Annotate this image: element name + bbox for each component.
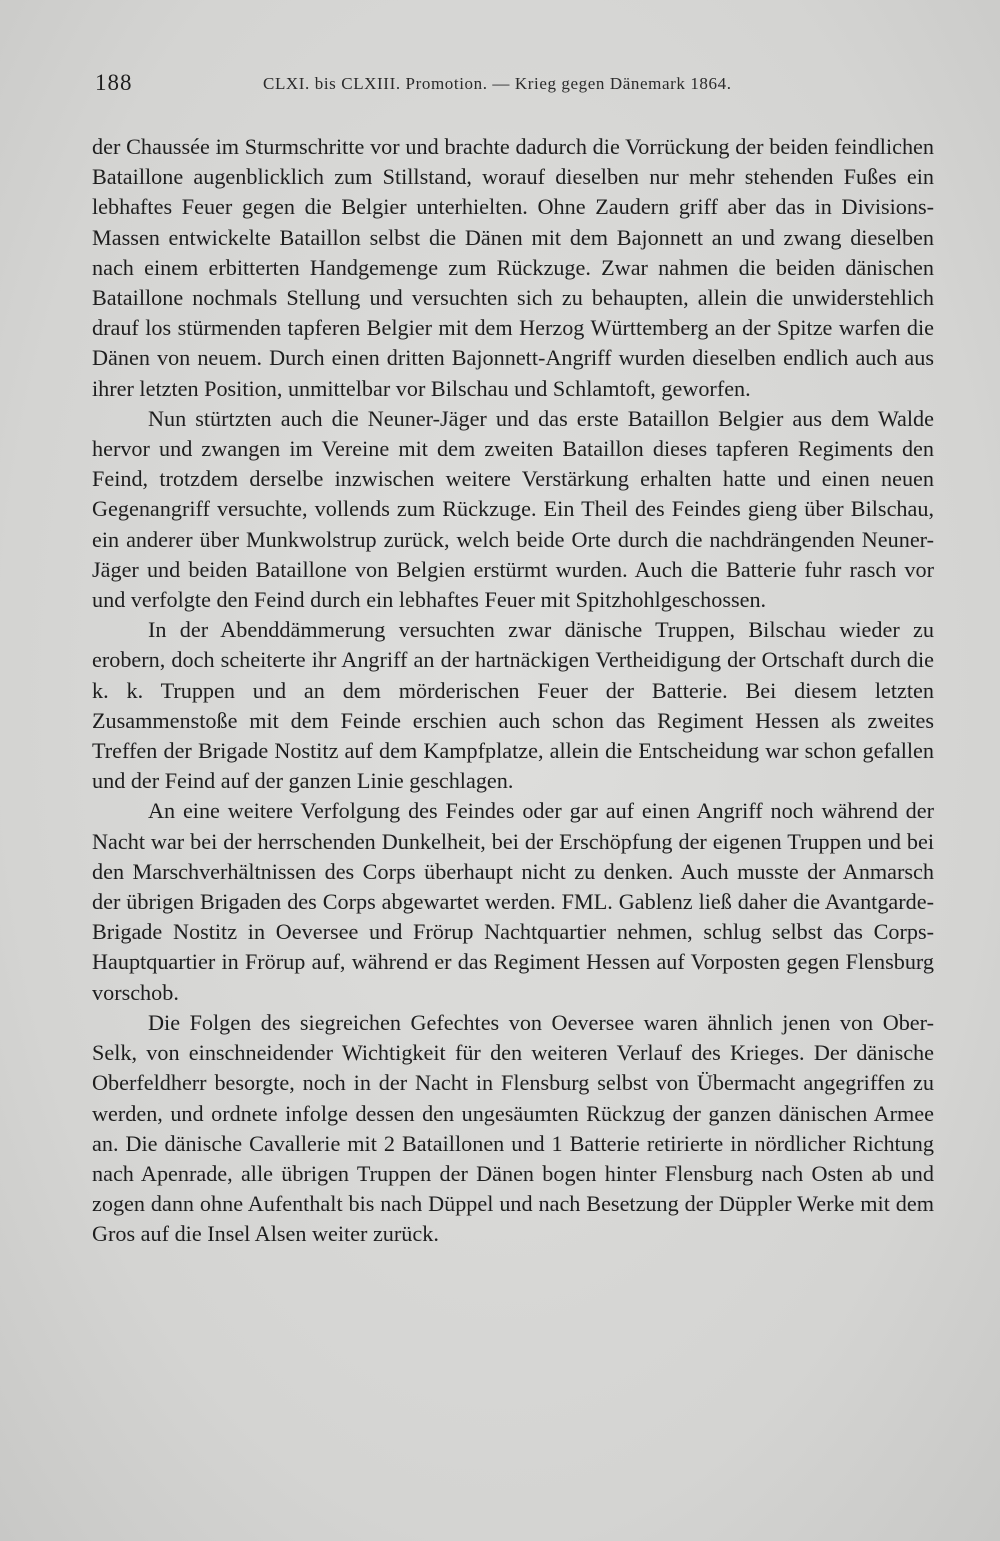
page-number: 188 xyxy=(95,70,133,95)
paragraph-continuation: der Chaussée im Sturmschritte vor und brachte dadurch die Vorrückung der beiden feindlichen Bataillone augenblicklich zum Stillstand, worauf dieselben nur mehr stehenden Fußes ein lebhaftes Feuer gegen die Belgier unterhielten. Ohne Zaudern griff aber das in Divisions-Massen entwickelte Bataillon selbst die Dänen mit dem Bajonnett an und zwang dieselben nach einem erbitterten Handgemenge zum Rückzuge. Zwar nahmen die beiden dänischen Bataillone nochmals Stellung und versuchten sich zu behaupten, allein die unwiderstehlich drauf los stürmenden tapferen Belgier mit dem Herzog Württemberg an der Spitze warfen die Dänen von neuem. Durch einen dritten Bajonnett-Angriff wurden dieselben endlich auch aus ihrer letzten Position, unmittelbar vor Bilschau und Schlamtoft, geworfen. xyxy=(92,134,934,401)
running-head: CLXI. bis CLXIII. Promotion. — Krieg gegen Dänemark 1864. xyxy=(263,74,732,93)
body-text xyxy=(92,132,934,1250)
paragraph-neuner-jaeger: Nun stürtzten auch die Neuner-Jäger und das erste Bataillon Belgier aus dem Walde hervor und zwangen im Vereine mit dem zweiten Bataillon dieses tapferen Regiments den Feind, trotzdem derselbe inzwischen weitere Verstärkung erhalten hatte und einen neuen Gegenangriff versuchte, vollends zum Rückzuge. Ein Theil des Feindes gieng über Bilschau, ein anderer über Munkwolstrup zurück, welch beide Orte durch die nachdrängenden Neuner-Jäger und beiden Bataillone von Belgien erstürmt wurden. Auch die Batterie fuhr rasch vor und verfolgte den Feind durch ein lebhaftes Feuer mit Spitzhohlgeschossen. xyxy=(92,405,934,613)
page-header xyxy=(95,70,935,100)
paragraph-verfolgung: An eine weitere Verfolgung des Feindes oder gar auf einen Angriff noch während der Nacht war bei der herrschenden Dunkelheit, bei der Erschöpfung der eigenen Truppen und bei den Marschverhältnissen des Corps überhaupt nicht zu denken. Auch musste der Anmarsch der übrigen Brigaden des Corps abgewartet werden. FML. Gablenz ließ daher die Avantgarde-Brigade Nostitz in Oeversee und Frörup Nachtquartier nehmen, schlug selbst das Corps-Hauptquartier in Frörup auf, während er das Regiment Hessen auf Vorposten gegen Flensburg vorschob. xyxy=(92,798,934,1005)
paragraph-abenddaemmerung: In der Abenddämmerung versuchten zwar dänische Truppen, Bilschau wieder zu erobern, doch scheiterte ihr Angriff an der hartnäckigen Vertheidigung der Ortschaft durch die k. k. Truppen und an dem mörderischen Feuer der Batterie. Bei diesem letzten Zusammenstoße mit dem Feinde erschien auch schon das Regiment Hessen als zweites Treffen der Brigade Nostitz auf dem Kampfplatze, allein die Entscheidung war schon gefallen und der Feind auf der ganzen Linie geschlagen. xyxy=(92,617,934,794)
paragraph-folgen: Die Folgen des siegreichen Gefechtes von Oeversee waren ähnlich jenen von Ober-Selk, von einschneidender Wichtigkeit für den weiteren Verlauf des Krieges. Der dänische Oberfeldherr besorgte, noch in der Nacht in Flensburg selbst von Übermacht angegriffen zu werden, und ordnete infolge dessen den ungesäumten Rückzug der ganzen dänischen Armee an. Die dänische Cavallerie mit 2 Bataillonen und 1 Batterie retirierte in nördlicher Richtung nach Apenrade, alle übrigen Truppen der Dänen bogen hinter Flensburg nach Osten ab und zogen dann ohne Aufenthalt bis nach Düppel und nach Besetzung der Düppler Werke mit dem Gros auf die Insel Alsen weiter zurück. xyxy=(92,1009,934,1247)
